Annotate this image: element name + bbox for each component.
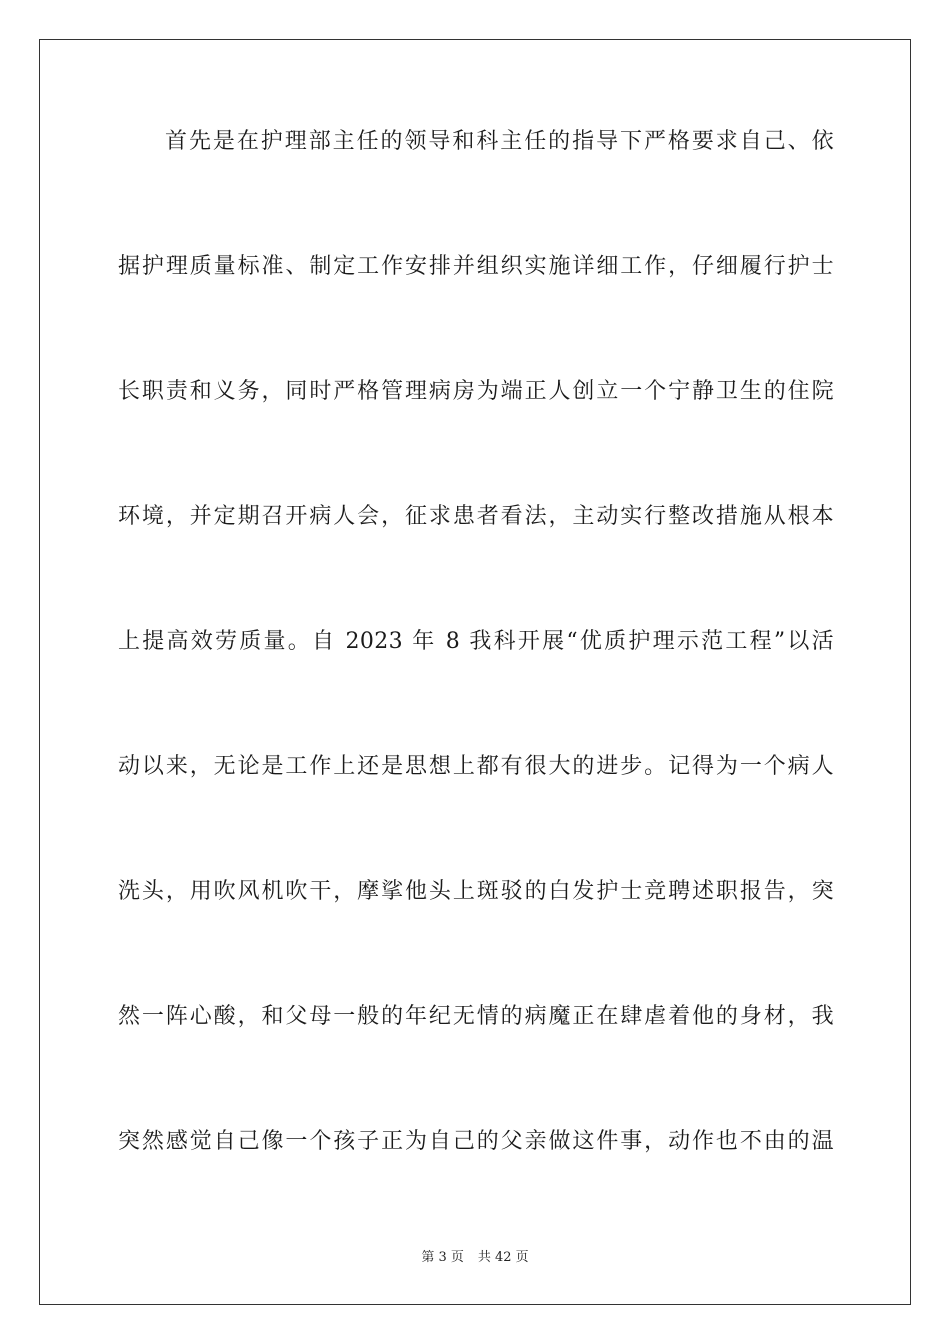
page-footer <box>0 1246 950 1265</box>
paragraph-line: 首先是在护理部主任的领导和科主任的指导下严格要求自己、依 <box>165 129 834 154</box>
paragraph-line: 动以来，无论是工作上还是思想上都有很大的进步。记得为一个病人 <box>118 754 834 779</box>
body-text <box>118 126 834 1251</box>
paragraph-line: 长职责和义务，同时严格管理病房为端正人创立一个宁静卫生的住院 <box>118 379 834 404</box>
paragraph-line: 据护理质量标准、制定工作安排并组织实施详细工作，仔细履行护士 <box>118 254 834 279</box>
total-page-count: 共 42 页 <box>477 1250 529 1265</box>
current-page-number: 第 3 页 <box>421 1250 464 1265</box>
paragraph-line: 上提高效劳质量。自 2023 年 8 我科开展“优质护理示范工程”以活 <box>118 629 834 654</box>
paragraph-line: 环境，并定期召开病人会，征求患者看法，主动实行整改措施从根本 <box>118 504 834 529</box>
paragraph-line: 洗头，用吹风机吹干，摩挲他头上斑驳的白发护士竞聘述职报告，突 <box>118 879 834 904</box>
paragraph-line: 然一阵心酸，和父母一般的年纪无情的病魔正在肆虐着他的身材，我 <box>118 1004 834 1029</box>
paragraph-line: 突然感觉自己像一个孩子正为自己的父亲做这件事，动作也不由的温 <box>118 1129 834 1154</box>
